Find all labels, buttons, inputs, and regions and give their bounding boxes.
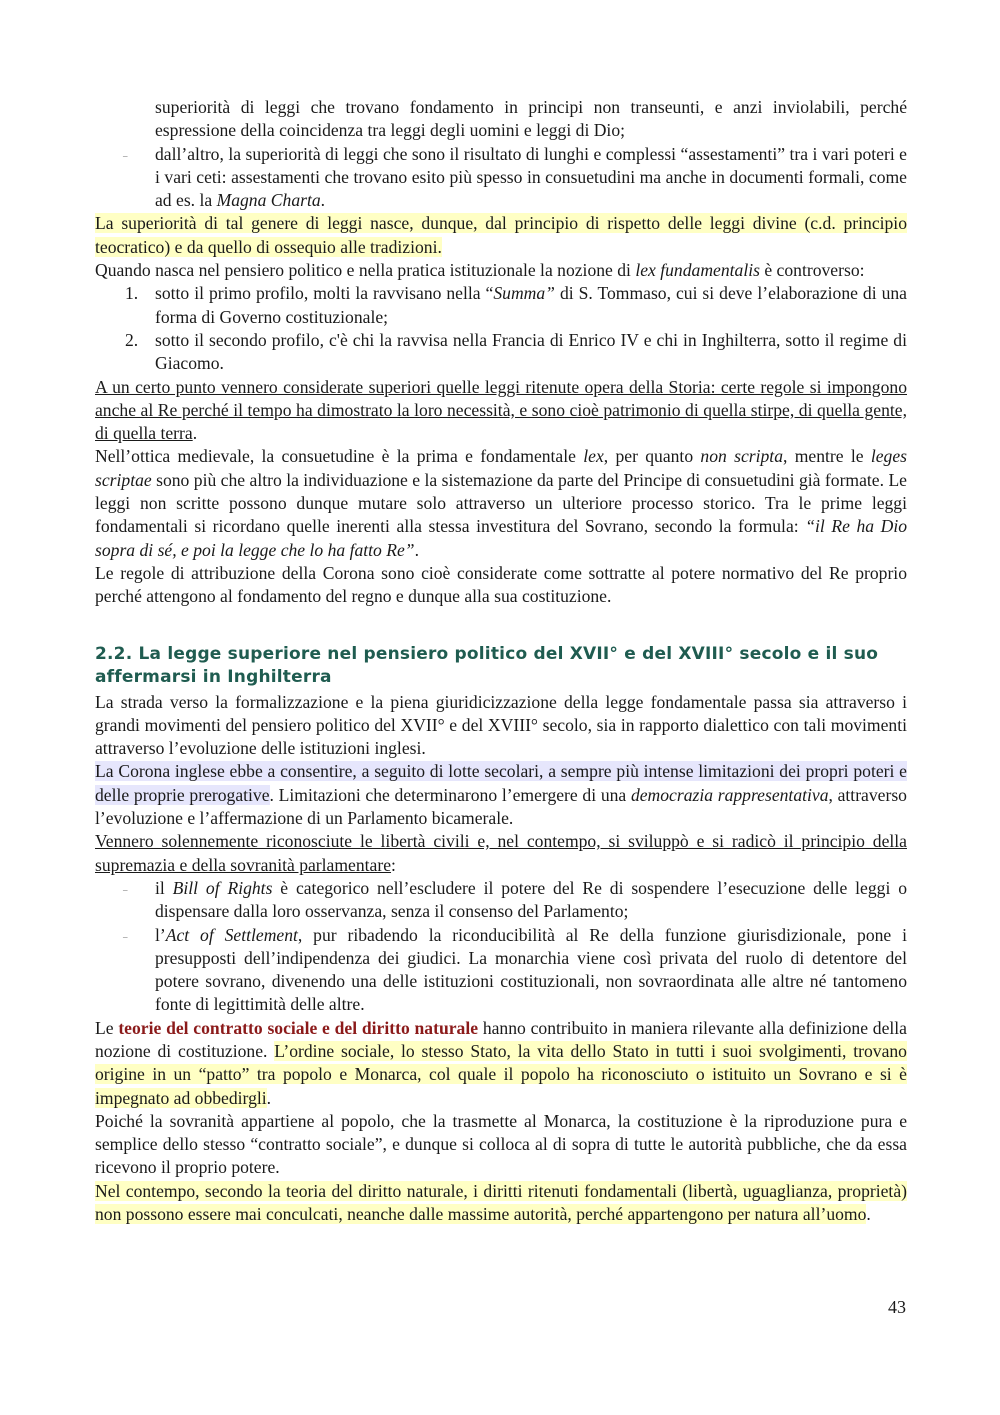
yellow-highlight: La superiorità di tal genere di leggi nasce, dunque, dal principio di rispetto delle leggi divine (c.d. principio teocratico) e da quello di ossequio alle tradizioni.	[95, 213, 907, 257]
text: , pur ribadendo la riconducibilità al Re della funzione giurisdizionale, pone i presupposti dell’indipendenza dei giudici. La monarchia viene così privata del ruolo di detentore del potere sovrano, divenendo una delle istituzioni costituzionali, non sovraordinata alle altre né tantomeno fonte di legittimità delle altre.	[155, 924, 907, 1015]
text: . Limitazioni che determinarono l’emergere di una	[269, 784, 631, 805]
item-number: 2.	[125, 329, 139, 350]
highlighted-paragraph	[95, 212, 907, 259]
emphasis: lex	[583, 446, 604, 467]
highlighted-paragraph	[95, 1180, 907, 1227]
spacer	[95, 609, 907, 643]
text: , attraverso l’evoluzione e l’affermazione di un Parlamento bicamerale.	[95, 784, 907, 829]
bullet-item	[95, 143, 907, 213]
text: sotto il secondo profilo, c'è chi la ravvisa nella Francia di Enrico IV e chi in Inghilterra, sotto il regime di Giacomo.	[155, 329, 907, 374]
punct: .	[320, 190, 326, 211]
emphasis: “il Re ha Dio sopra di sé, e poi la legge che lo ha fatto Re”	[95, 516, 907, 560]
underlined-paragraph	[95, 376, 907, 446]
blue-highlight: La Corona inglese ebbe a consentire, a seguito di lotte secolari, a sempre più intense limitazioni dei propri poteri e delle proprie prerogative	[95, 761, 907, 805]
text: è controverso:	[759, 260, 865, 281]
numbered-item	[95, 282, 907, 329]
text: sono più che altro la individuazione e la sistemazione da parte del Principe di consuetudini già formate. Le leggi non scritte possono dunque mutare solo attraverso un ulteriore processo storico. Tra le prime leggi fondamentali si ricordano quelle inerenti alla stessa investitura del Sovrano, secondo la formula:	[95, 469, 907, 537]
emphasis: Magna Charta	[216, 190, 321, 211]
item-number: 1.	[125, 283, 139, 304]
emphasis: Summa”	[493, 283, 555, 304]
underlined-paragraph	[95, 830, 907, 877]
numbered-item	[95, 329, 907, 376]
underlined-text: Vennero solennemente riconosciute le libertà civili e, nel contempo, si sviluppò e si radicò il principio della supremazia e della sovranità parlamentare	[95, 831, 907, 875]
emphasis: lex fundamentalis	[635, 260, 760, 281]
yellow-highlight: Nel contempo, secondo la teoria del diritto naturale, i diritti ritenuti fondamentali (libertà, uguaglianza, proprietà) non possono essere mai conculcati, neanche dalle massime autorità, perché appartengono per natura all’uomo	[95, 1180, 907, 1225]
emphasis: democrazia rappresentativa	[630, 784, 829, 805]
bullet-item	[95, 924, 907, 1017]
text: il	[155, 877, 173, 898]
paragraph-continuation: superiorità di leggi che trovano fondamento in principi non transeunti, e anzi inviolabili, perché espressione della coincidenza tra leggi degli uomini e leggi di Dio;	[155, 97, 907, 141]
document-page	[95, 96, 907, 1226]
punct: .	[192, 423, 198, 444]
punct: :	[391, 854, 396, 875]
paragraph: Poiché la sovranità appartiene al popolo, che la trasmette al Monarca, la costituzione è la riproduzione pura e semplice dello stesso “contratto sociale”, e dunque si colloca al di sopra di tutte le autorità pubbliche, che da essa ricevono il proprio potere.	[95, 1110, 907, 1178]
paragraph: La strada verso la formalizzazione e la piena giuridicizzazione della legge fondamentale passa sia attraverso i grandi movimenti del pensiero politico del XVII° e del XVIII° secolo, sia in rapporto dialettico con tali movimenti attraverso l’evoluzione delle istituzioni inglesi.	[95, 691, 907, 759]
paragraph	[95, 1017, 907, 1110]
punct: .	[266, 1087, 272, 1108]
underlined-text: A un certo punto vennero considerate superiori quelle leggi ritenute opera della Storia: certe regole si impongono anche al Re perché il tempo ha dimostrato la loro necessità, e sono cioè patrimonio di quella stirpe, di quella gente, di quella terra	[95, 376, 907, 444]
text: Le	[95, 1017, 119, 1038]
punct: .	[866, 1204, 871, 1225]
page-number: 43	[888, 1297, 906, 1317]
emphasis: Act of Settlement	[165, 924, 298, 945]
punct: .	[414, 539, 419, 560]
text: di S. Tommaso, cui si deve l’elaborazione di una forma di Governo costituzionale;	[155, 283, 907, 327]
text: , mentre le	[783, 446, 871, 467]
emphasis: Bill of Rights	[172, 877, 273, 898]
text: l’	[155, 924, 166, 945]
red-bold-emphasis: teorie del contratto sociale e del diritto naturale	[118, 1017, 479, 1038]
emphasis: non scripta	[700, 446, 783, 467]
paragraph	[95, 445, 907, 561]
paragraph	[95, 760, 907, 830]
text: , per quanto	[603, 446, 701, 467]
text: Nell’ottica medievale, la consuetudine è la prima e fondamentale	[95, 446, 584, 467]
paragraph	[95, 259, 907, 282]
yellow-highlight: L’ordine sociale, lo stesso Stato, la vita dello Stato in tutti i suoi svolgimenti, trovano origine in un “patto” tra popolo e Monarca, col quale il popolo ha riconosciuto o istituito un Sovrano e si è impegnato ad obbedirgli	[95, 1040, 907, 1108]
text: hanno contribuito in maniera rilevante alla definizione della nozione di costituzione.	[95, 1017, 907, 1061]
text: sotto il primo profilo, molti la ravvisano nella “	[155, 283, 494, 304]
text: è categorico nell’escludere il potere del Re di sospendere l’esecuzione delle leggi o dispensare dalla loro osservanza, senza il consenso del Parlamento;	[155, 877, 907, 922]
emphasis: leges scriptae	[95, 446, 907, 490]
bullet-item	[95, 877, 907, 924]
bullet-text: dall’altro, la superiorità di leggi che sono il risultato di lunghi e complessi “assestamenti” tra i vari poteri e i vari ceti: assestamenti che trovano esito più spesso in consuetudini ma anche in documenti formali, come ad es. la	[155, 143, 907, 211]
paragraph: Le regole di attribuzione della Corona sono cioè considerate come sottratte al potere normativo del Re proprio perché attengono al fondamento del regno e dunque alla sua costituzione.	[95, 562, 907, 607]
section-heading: 2.2. La legge superiore nel pensiero politico del XVII° e del XVIII° secolo e il suo affermarsi in Inghilterra	[95, 643, 879, 687]
text: Quando nasca nel pensiero politico e nella pratica istituzionale la nozione di	[95, 260, 636, 281]
